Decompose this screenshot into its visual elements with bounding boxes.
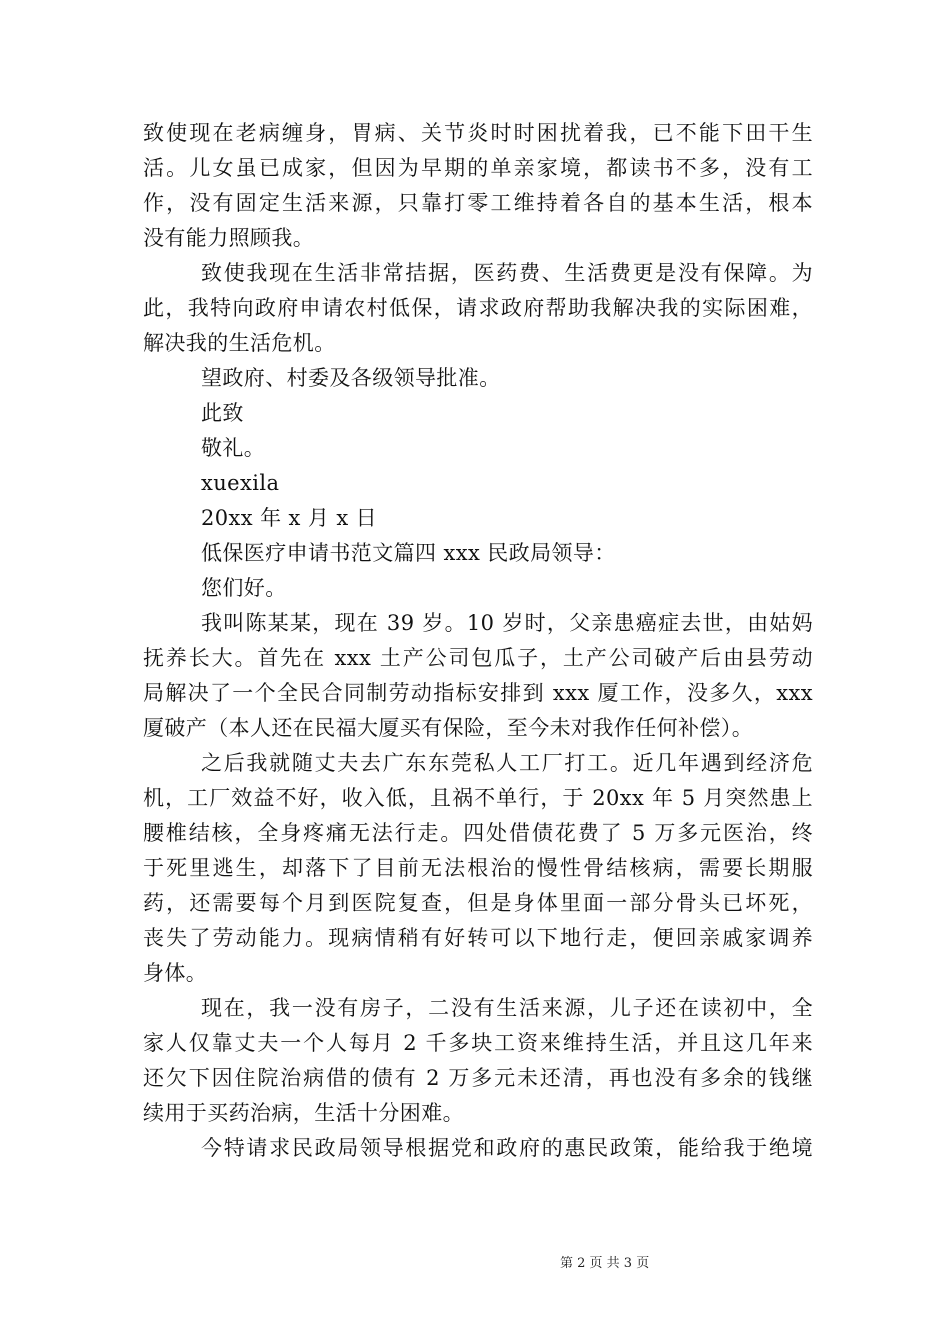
text-line: 丧失了劳动能力。现病情稍有好转可以下地行走，便回亲戚家调养 <box>143 926 813 950</box>
text-line: 续用于买药治病，生活十分困难。 <box>143 1101 464 1125</box>
text-line: 厦破产（本人还在民福大厦买有保险，至今未对我作任何补偿）。 <box>143 716 754 740</box>
text-line: 局解决了一个全民合同制劳动指标安排到 xxx 厦工作，没多久，xxx <box>143 681 813 705</box>
text-line: 此致 <box>201 401 244 425</box>
text-line: 腰椎结核，全身疼痛无法行走。四处借债花费了 5 万多元医治，终 <box>143 821 813 845</box>
text-line: 致使现在老病缠身，胃病、关节炎时时困扰着我，已不能下田干生 <box>143 121 813 145</box>
text-line: 药，还需要每个月到医院复查，但是身体里面一部分骨头已坏死， <box>143 891 813 915</box>
text-line: 我叫陈某某，现在 39 岁。10 岁时，父亲患癌症去世，由姑妈 <box>201 611 813 635</box>
text-line: 此，我特向政府申请农村低保，请求政府帮助我解决我的实际困难， <box>143 296 813 320</box>
text-line: 还欠下因住院治病借的债有 2 万多元未还清，再也没有多余的钱继 <box>143 1066 813 1090</box>
text-line: 活。儿女虽已成家，但因为早期的单亲家境，都读书不多，没有工 <box>143 156 813 180</box>
text-line: 低保医疗申请书范文篇四 xxx 民政局领导： <box>201 541 616 565</box>
text-line: 您们好。 <box>201 576 287 600</box>
text-line: 解决我的生活危机。 <box>143 331 336 355</box>
text-line: 现在，我一没有房子，二没有生活来源，儿子还在读初中，全 <box>201 996 813 1020</box>
text-line: 于死里逃生，却落下了目前无法根治的慢性骨结核病，需要长期服 <box>143 856 813 880</box>
text-line: 今特请求民政局领导根据党和政府的惠民政策，能给我于绝境 <box>201 1136 813 1160</box>
text-line: 望政府、村委及各级领导批准。 <box>201 366 501 390</box>
text-line: 20xx 年 x 月 x 日 <box>201 506 378 530</box>
text-line: xuexila <box>201 471 280 495</box>
text-line: 作，没有固定生活来源，只靠打零工维持着各自的基本生活，根本 <box>143 191 813 215</box>
page-number: 第 2 页 共 3 页 <box>560 1256 650 1271</box>
text-line: 没有能力照顾我。 <box>143 226 315 250</box>
text-line: 致使我现在生活非常拮据，医药费、生活费更是没有保障。为 <box>201 261 813 285</box>
text-line: 家人仅靠丈夫一个人每月 2 千多块工资来维持生活，并且这几年来 <box>143 1031 813 1055</box>
document-body <box>143 116 813 1166</box>
text-line: 身体。 <box>143 961 208 985</box>
text-line: 敬礼。 <box>201 436 266 460</box>
text-line: 抚养长大。首先在 xxx 土产公司包瓜子，土产公司破产后由县劳动 <box>143 646 813 670</box>
text-line: 之后我就随丈夫去广东东莞私人工厂打工。近几年遇到经济危 <box>201 751 813 775</box>
text-line: 机，工厂效益不好，收入低，且祸不单行，于 20xx 年 5 月突然患上 <box>143 786 813 810</box>
